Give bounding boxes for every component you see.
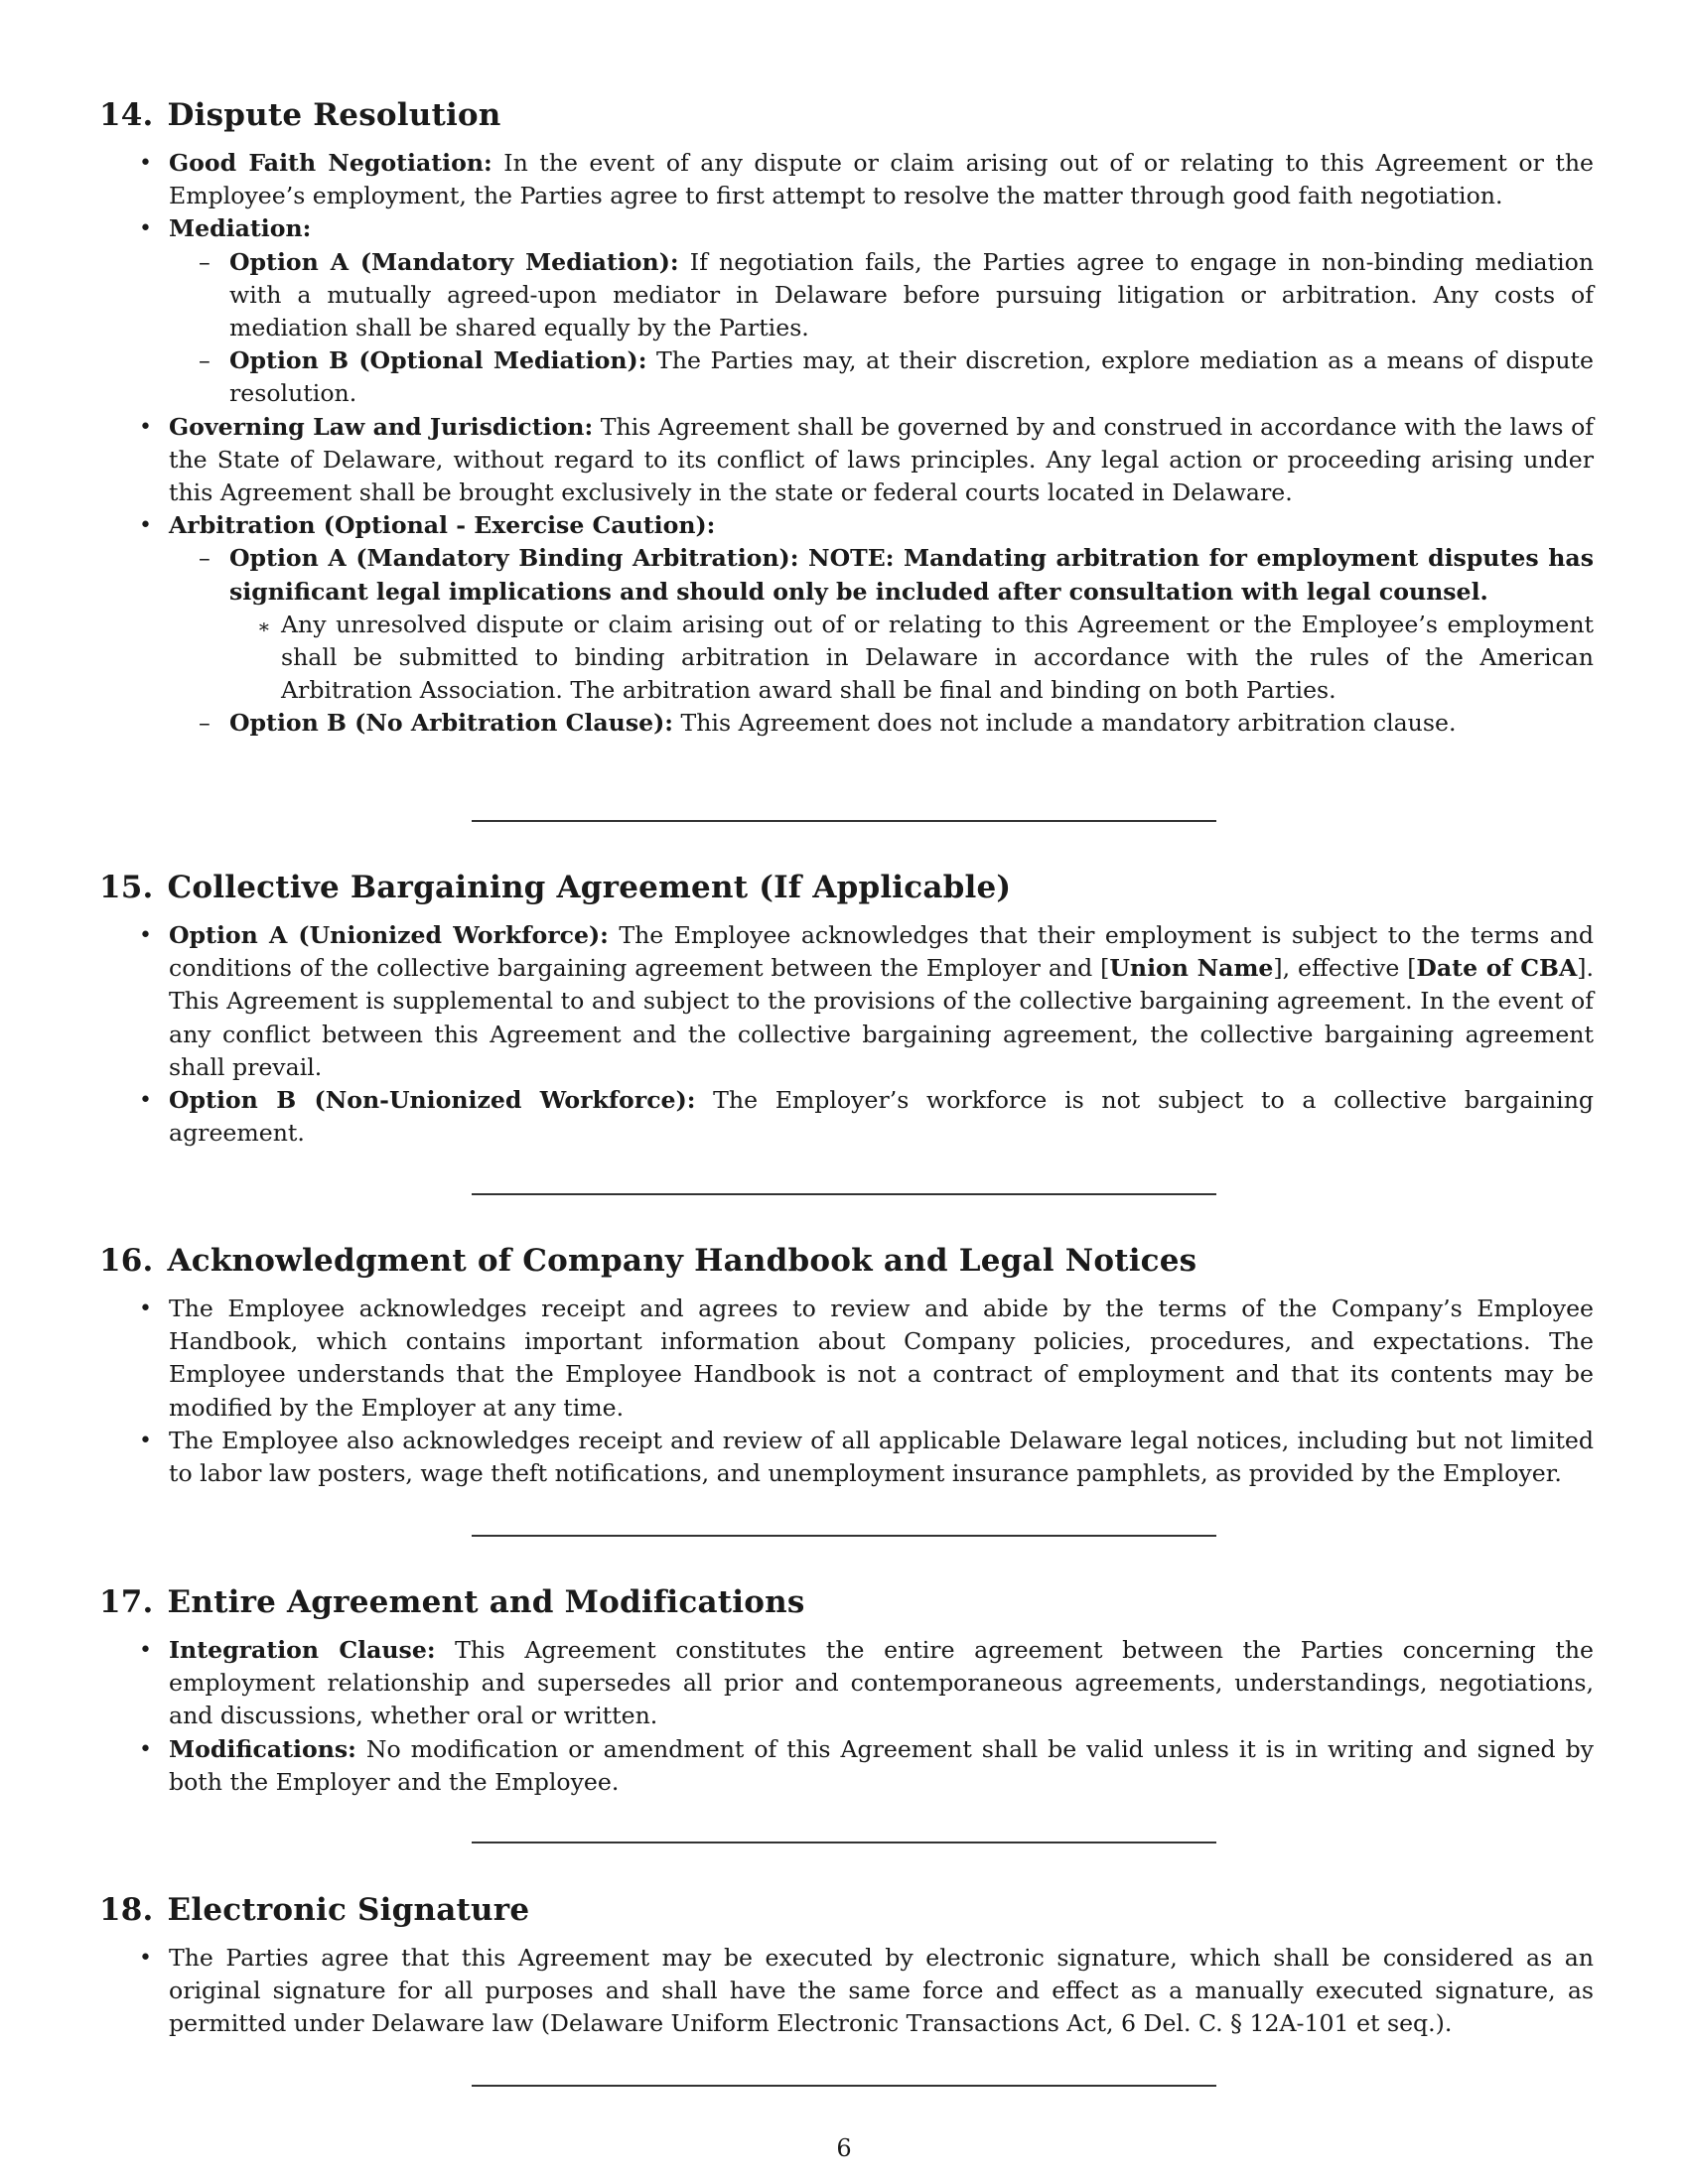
section-heading: 15. Collective Bargaining Agreement (If Applicable): [99, 870, 1012, 905]
bullet-icon: •: [139, 923, 152, 948]
list-item-mediation-a: – Option A (Mandatory Mediation): If negotiation fails, the Parties agree to engage in non-binding mediation with a mutually agreed-upon mediator in Delaware before pursuing litigation or arbitration. Any costs of mediation shall be shared equally by the Parties.: [199, 247, 1595, 342]
section-divider: [472, 1193, 1216, 1195]
bullet-icon: •: [139, 151, 152, 176]
list-item-governing-law: • Governing Law and Jurisdiction: This Agreement shall be governed by and construed in accordance with the laws of the State of Delaware, without regard to its conflict of laws principles. Any legal action or proceeding arising under this Agreement shall be brought exclusively in the state or federal courts located in Delaware.: [139, 412, 1595, 507]
section-divider: [472, 1842, 1216, 1843]
bullet-icon: •: [139, 1297, 152, 1321]
page-number: 6: [836, 2134, 852, 2162]
section-17: [99, 1582, 1594, 1799]
bullet-icon: •: [139, 1946, 152, 1971]
bullet-icon: •: [139, 513, 152, 539]
list-item-modifications: • Modifications: No modification or amendment of this Agreement shall be valid unless it is in writing and signed by both the Employer and the Employee.: [139, 1734, 1595, 1796]
section-divider: [472, 2085, 1216, 2087]
section-heading: 14. Dispute Resolution: [99, 97, 501, 133]
dash-icon: –: [199, 346, 211, 375]
list-item-non-unionized: • Option B (Non-Unionized Workforce): The Employer’s workforce is not subject to a collective bargaining agreement.: [139, 1086, 1595, 1148]
section-14: [99, 95, 1594, 741]
list-item-arbitration-a-detail: ∗ Any unresolved dispute or claim arising out of or relating to this Agreement or the Employee’s employment shall be submitted to binding arbitration in Delaware in accordance with the rules of the American Arbitration Association. The arbitration award shall be final and binding on both Parties.: [257, 610, 1594, 705]
asterisk-icon: ∗: [257, 614, 271, 638]
section-divider: [472, 820, 1216, 822]
arbitration-options: [169, 542, 1594, 740]
bullet-icon: •: [139, 1638, 152, 1663]
section-heading: 18. Electronic Signature: [99, 1892, 530, 1928]
list-item-arbitration: • Arbitration (Optional - Exercise Caution): – Option A (Mandatory Binding Arbitration): NOTE: Mandating arbitration for employment disputes has significant legal implications and should only be included after consultation with legal counsel. ∗ Any unresolved dispute or claim arising out of or relating to this Agreement or the Employee’s employment shall be submitted to binding arbitration in Delaware in accordance with the rules of the American Arbitration Association. The arbitration award shall be final and binding on both Parties. – Option B (No Arbitration Clause): This Agreement does not include a mandatory arbitration clause.: [99, 509, 1594, 740]
section-heading: 16. Acknowledgment of Company Handbook and Legal Notices: [99, 1243, 1197, 1279]
dash-icon: –: [199, 709, 211, 738]
list-item-good-faith: • Good Faith Negotiation: In the event of any dispute or claim arising out of or relating to this Agreement or the Employee’s employment, the Parties agree to first attempt to resolve the matter through good faith negotiation.: [139, 149, 1595, 210]
section-15: [99, 868, 1594, 1150]
bullet-icon: •: [139, 414, 152, 440]
list-item-legal-notices: • The Employee also acknowledges receipt and review of all applicable Delaware legal notices, including but not limited to labor law posters, wage theft notifications, and unemployment insurance pamphlets, as provided by the Employer.: [139, 1426, 1594, 1488]
list-item-arbitration-a: – Option A (Mandatory Binding Arbitration): NOTE: Mandating arbitration for employment disputes has significant legal implications and should only be included after consultation with legal counsel. ∗ Any unresolved dispute or claim arising out of or relating to this Agreement or the Employee’s employment shall be submitted to binding arbitration in Delaware in accordance with the rules of the American Arbitration Association. The arbitration award shall be final and binding on both Parties.: [169, 542, 1594, 707]
section-heading: 17. Entire Agreement and Modifications: [99, 1584, 805, 1620]
bullet-icon: •: [139, 1736, 152, 1762]
list-item-mediation-b: – Option B (Optional Mediation): The Parties may, at their discretion, explore mediation as a means of dispute resolution.: [199, 346, 1594, 408]
list-item-integration: • Integration Clause: This Agreement constitutes the entire agreement between the Parties concerning the employment relationship and supersedes all prior and contemporaneous agreements, understandings, negotiations, and discussions, whether oral or written.: [139, 1636, 1595, 1730]
list-item-mediation: • Mediation: – Option A (Mandatory Mediation): If negotiation fails, the Parties agree to engage in non-binding mediation with a mutually agreed-upon mediator in Delaware before pursuing litigation or arbitration. Any costs of mediation shall be shared equally by the Parties. – Option B (Optional Mediation): The Parties may, at their discretion, explore mediation as a means of dispute resolution.: [99, 212, 1594, 410]
section-list: [99, 1293, 1594, 1490]
section-16: [99, 1241, 1594, 1490]
mediation-options: [169, 246, 1594, 411]
bullet-icon: •: [139, 1428, 152, 1453]
section-list: [99, 1634, 1594, 1799]
list-item-unionized: • Option A (Unionized Workforce): The Employee acknowledges that their employment is subject to the terms and conditions of the collective bargaining agreement between the Employer and [Union Name], effective [Date of CBA]. This Agreement is supplemental to and subject to the provisions of the collective bargaining agreement. In the event of any conflict between this Agreement and the collective bargaining agreement, the collective bargaining agreement shall prevail.: [139, 921, 1594, 1081]
section-18: [99, 1890, 1594, 2041]
bullet-icon: •: [139, 216, 152, 242]
dash-icon: –: [199, 544, 211, 573]
section-divider: [472, 1535, 1216, 1537]
dash-icon: –: [199, 247, 211, 276]
list-item-handbook: • The Employee acknowledges receipt and agrees to review and abide by the terms of the Company’s Employee Handbook, which contains important information about Company policies, procedures, and expectations. The Employee understands that the Employee Handbook is not a contract of employment and that its contents may be modified by the Employer at any time.: [139, 1295, 1594, 1422]
section-list: [99, 919, 1594, 1150]
section-list: [99, 147, 1594, 741]
list-item-arbitration-b: – Option B (No Arbitration Clause): This Agreement does not include a mandatory arbitration clause.: [169, 707, 1594, 740]
section-list: [99, 1942, 1594, 2041]
arbitration-a-details: [229, 609, 1594, 708]
bullet-icon: •: [139, 1088, 152, 1114]
list-item-electronic-signature: • The Parties agree that this Agreement may be executed by electronic signature, which shall be considered as an original signature for all purposes and shall have the same force and effect as a manually executed signature, as permitted under Delaware law (Delaware Uniform Electronic Transactions Act, 6 Del. C. § 12A-101 et seq.).: [139, 1944, 1594, 2038]
